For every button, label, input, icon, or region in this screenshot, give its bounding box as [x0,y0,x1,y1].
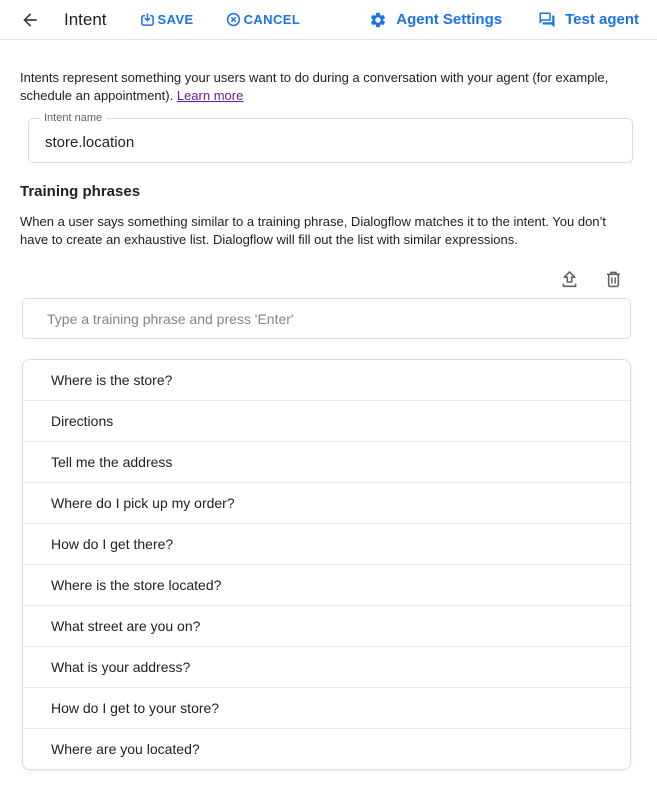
gear-icon [369,11,387,29]
training-phrases-heading: Training phrases [20,183,141,200]
cancel-button-label: CANCEL [243,12,301,27]
intent-description [20,69,620,105]
training-phrase-text: Where are you located? [51,741,200,757]
cancel-button[interactable] [226,12,301,27]
training-phrases-toolbar [20,268,624,290]
training-phrase-row[interactable] [23,483,630,524]
test-agent-button[interactable] [538,11,639,29]
intent-name-field[interactable] [28,112,633,163]
training-phrase-row[interactable] [23,729,630,769]
arrow-back-icon [20,10,40,30]
test-agent-label: Test agent [565,11,639,28]
training-phrase-text: Where is the store? [51,372,173,388]
page-title: Intent [64,9,107,29]
intent-name-label: Intent name [40,112,106,125]
agent-settings-button[interactable] [369,11,502,29]
training-phrase-row[interactable] [23,688,630,729]
save-button-label: SAVE [157,12,194,27]
intent-description-text: Intents represent something your users want to do during a conversation with your agent (for example, schedule an appointment). [20,70,609,103]
delete-button[interactable] [603,269,624,290]
training-phrase-text: How do I get there? [51,536,174,552]
training-phrase-text: How do I get to your store? [51,700,220,716]
trash-icon [603,269,624,290]
main-content [0,69,657,770]
upload-button[interactable] [559,269,580,290]
training-phrase-text: What is your address? [51,659,191,675]
training-phrase-text: Directions [51,413,114,429]
training-phrases-description: When a user says something similar to a training phrase, Dialogflow matches it to the intent. You don’t have to create an exhaustive list. Dialogflow will fill out the list with similar expressions. [20,214,607,247]
training-phrase-text: What street are you on? [51,618,201,634]
training-phrase-input[interactable] [22,298,631,339]
training-phrase-row[interactable] [23,647,630,688]
training-phrase-row[interactable] [23,524,630,565]
save-button[interactable] [140,12,194,27]
training-phrase-text: Where is the store located? [51,577,222,593]
training-phrase-text: Tell me the address [51,454,173,470]
top-bar [0,0,657,40]
agent-settings-label: Agent Settings [396,11,503,28]
save-icon [140,12,155,27]
intent-name-input[interactable] [29,119,632,162]
forum-chat-icon [538,11,556,29]
training-phrase-text: Where do I pick up my order? [51,495,235,511]
upload-icon [559,269,580,290]
training-phrase-row[interactable] [23,442,630,483]
cancel-circle-icon [226,12,241,27]
learn-more-link[interactable]: Learn more [176,88,244,103]
training-phrase-row[interactable] [23,565,630,606]
training-phrase-row[interactable] [23,606,630,647]
back-button[interactable] [18,8,42,32]
training-phrase-row[interactable] [23,360,630,401]
training-phrase-list [22,359,631,770]
training-phrase-row[interactable] [23,401,630,442]
